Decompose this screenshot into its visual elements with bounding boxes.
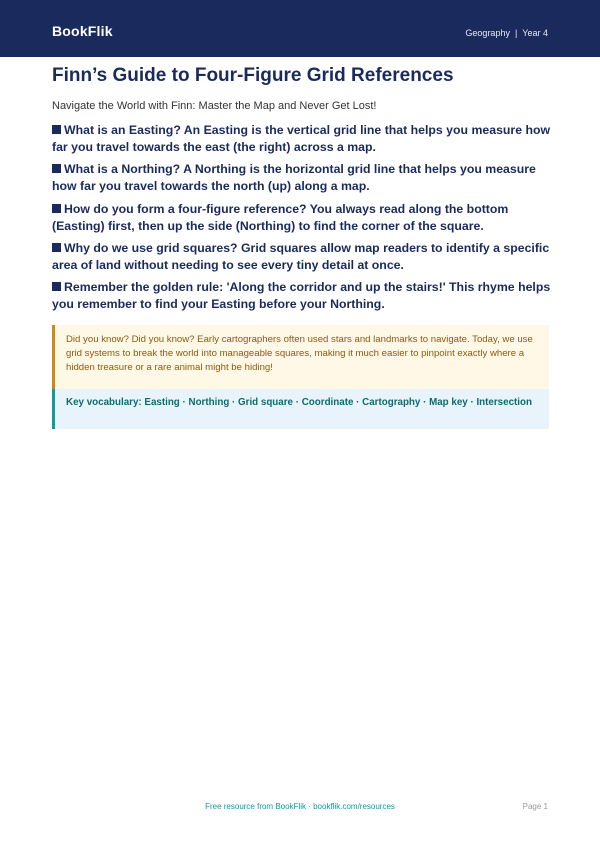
list-item-text: How do you form a four-figure reference? You always read along the bottom (Easting) first, then up the side (Northing) to find the corner of the square. [52,202,509,233]
fun-fact-box [52,325,549,389]
list-item [52,161,552,195]
square-bullet-icon [52,204,61,213]
fun-fact-text: Did you know? Did you know? Early cartographers often used stars and landmarks to navigate. Today, we use grid systems to break the world into manageable squares, making it much easier to pinpoint exactly where a hidden treasure or a rare animal might be hiding! [66,334,533,373]
list-item [52,279,552,313]
square-bullet-icon [52,125,61,134]
list-item-text: What is an Easting? An Easting is the vertical grid line that helps you measure how far you travel towards the east (the right) across a map. [52,123,551,154]
header-meta [465,28,548,38]
subject-label: Geography [465,28,510,38]
list-item-text: Why do we use grid squares? Grid squares allow map readers to identify a specific area of land without needing to see every tiny detail at once. [52,241,550,272]
page-title: Finn’s Guide to Four-Figure Grid References [52,65,454,86]
page-subtitle: Navigate the World with Finn: Master the Map and Never Get Lost! [52,100,377,112]
header-bar [0,0,600,57]
brand-logo-text[interactable]: BookFlik [52,23,113,39]
page-number: Page 1 [522,802,548,811]
square-bullet-icon [52,282,61,291]
year-label: Year 4 [522,28,548,38]
vocabulary-box [52,389,549,429]
separator: | [514,28,518,38]
list-item-text: Remember the golden rule: 'Along the corridor and up the stairs!' This rhyme helps you remember to find your Easting before your Northing. [52,280,551,311]
list-item [52,122,552,156]
list-item [52,240,552,274]
vocabulary-text: Key vocabulary: Easting · Northing · Grid square · Coordinate · Cartography · Map key · Intersection [66,397,532,408]
list-item [52,201,552,235]
footer-link[interactable]: Free resource from BookFlik · bookflik.com/resources [205,802,395,811]
square-bullet-icon [52,164,61,173]
square-bullet-icon [52,243,61,252]
list-item-text: What is a Northing? A Northing is the horizontal grid line that helps you measure how far you travel towards the north (up) along a map. [52,162,536,193]
